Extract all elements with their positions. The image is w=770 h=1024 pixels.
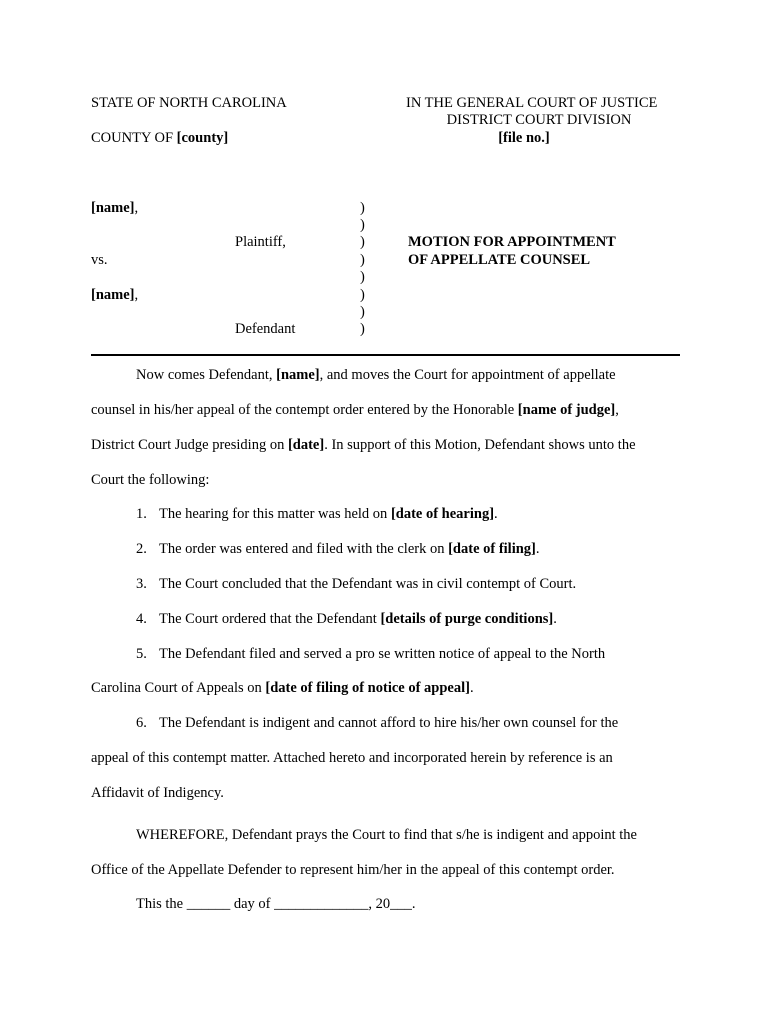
plaintiff-role: Plaintiff, — [235, 234, 286, 250]
judge-name-field: [name of judge] — [517, 402, 616, 418]
intro-text: , — [615, 402, 619, 418]
caption-divider — [91, 354, 680, 356]
item-text: The Court ordered that the Defendant — [159, 611, 381, 627]
county-label — [91, 130, 228, 147]
item-end: . — [469, 680, 474, 696]
intro-line-2 — [91, 402, 619, 419]
item-number: 1. — [136, 506, 147, 522]
item-text: Carolina Court of Appeals on — [91, 680, 266, 696]
list-item-1 — [136, 506, 498, 523]
plaintiff-name — [91, 200, 138, 217]
item-text: The Defendant filed and served a pro se written notice of appeal to the North — [159, 646, 606, 662]
filing-date-field: [date of filing] — [448, 541, 536, 557]
court-line-2: DISTRICT COURT DIVISION — [446, 112, 632, 128]
county-placeholder: [county] — [176, 130, 229, 146]
list-item-3 — [136, 576, 576, 593]
list-item-6 — [136, 715, 618, 732]
item-end: . — [553, 611, 557, 627]
list-item-5-continued — [91, 680, 474, 697]
intro-text: . In support of this Motion, Defendant shows unto the — [324, 437, 636, 453]
plaintiff-name-suffix: , — [134, 200, 139, 216]
caption-paren: ) — [360, 304, 365, 320]
item-text: The order was entered and filed with the clerk on — [159, 541, 449, 557]
appeal-notice-date-field: [date of filing of notice of appeal] — [265, 680, 470, 696]
defendant-name-suffix: , — [134, 287, 139, 303]
item-number: 5. — [136, 646, 147, 662]
court-line-1: IN THE GENERAL COURT OF JUSTICE — [406, 95, 658, 111]
date-line: This the ______ day of _____________, 20___. — [136, 896, 416, 912]
list-item-6-continued-2: Affidavit of Indigency. — [91, 785, 224, 801]
motion-title-line-1 — [408, 234, 616, 251]
item-text: The hearing for this matter was held on — [159, 506, 391, 522]
motion-title-line-2 — [408, 252, 590, 269]
caption-paren: ) — [360, 217, 365, 233]
purge-conditions-field: [details of purge conditions] — [380, 611, 554, 627]
item-end: . — [494, 506, 498, 522]
list-item-6-continued: appeal of this contempt matter. Attached hereto and incorporated herein by reference is an — [91, 750, 613, 766]
defendant-name-placeholder: [name] — [91, 287, 135, 303]
caption-paren: ) — [360, 321, 365, 337]
intro-line-4: Court the following: — [91, 472, 210, 488]
plaintiff-name-placeholder: [name] — [91, 200, 135, 216]
item-text: The Defendant is indigent and cannot afford to hire his/her own counsel for the — [159, 715, 619, 731]
date-field: [date] — [287, 437, 325, 453]
caption-paren: ) — [360, 200, 365, 216]
caption-paren: ) — [360, 252, 365, 268]
item-number: 2. — [136, 541, 147, 557]
list-item-5 — [136, 646, 605, 663]
file-number-placeholder: [file no.] — [498, 130, 550, 146]
item-number: 6. — [136, 715, 147, 731]
caption-paren: ) — [360, 234, 365, 250]
list-item-4 — [136, 611, 557, 628]
hearing-date-field: [date of hearing] — [390, 506, 495, 522]
item-number: 4. — [136, 611, 147, 627]
defendant-name — [91, 287, 138, 304]
item-number: 3. — [136, 576, 147, 592]
item-text: The Court concluded that the Defendant was in civil contempt of Court. — [159, 576, 577, 592]
defendant-role: Defendant — [235, 321, 296, 337]
motion-title-text-1: MOTION FOR APPOINTMENT — [408, 234, 616, 250]
versus-label: vs. — [91, 252, 108, 268]
intro-text: counsel in his/her appeal of the contempt order entered by the Honorable — [91, 402, 518, 418]
wherefore-line-2: Office of the Appellate Defender to represent him/her in the appeal of this contempt order. — [91, 862, 615, 878]
intro-text: Now comes Defendant, — [136, 367, 277, 383]
file-number — [406, 130, 642, 147]
caption-paren: ) — [360, 269, 365, 285]
county-prefix: COUNTY OF — [91, 130, 177, 146]
intro-line-3 — [91, 437, 636, 454]
list-item-2 — [136, 541, 540, 558]
intro-text: District Court Judge presiding on — [91, 437, 288, 453]
intro-line-1 — [136, 367, 616, 384]
motion-title-text-2: OF APPELLATE COUNSEL — [408, 252, 591, 268]
caption-paren: ) — [360, 287, 365, 303]
state-label: STATE OF NORTH CAROLINA — [91, 95, 287, 111]
intro-text: , and moves the Court for appointment of appellate — [319, 367, 616, 383]
defendant-name-field: [name] — [276, 367, 320, 383]
wherefore-line-1: WHEREFORE, Defendant prays the Court to find that s/he is indigent and appoint the — [136, 827, 637, 843]
item-end: . — [535, 541, 540, 557]
